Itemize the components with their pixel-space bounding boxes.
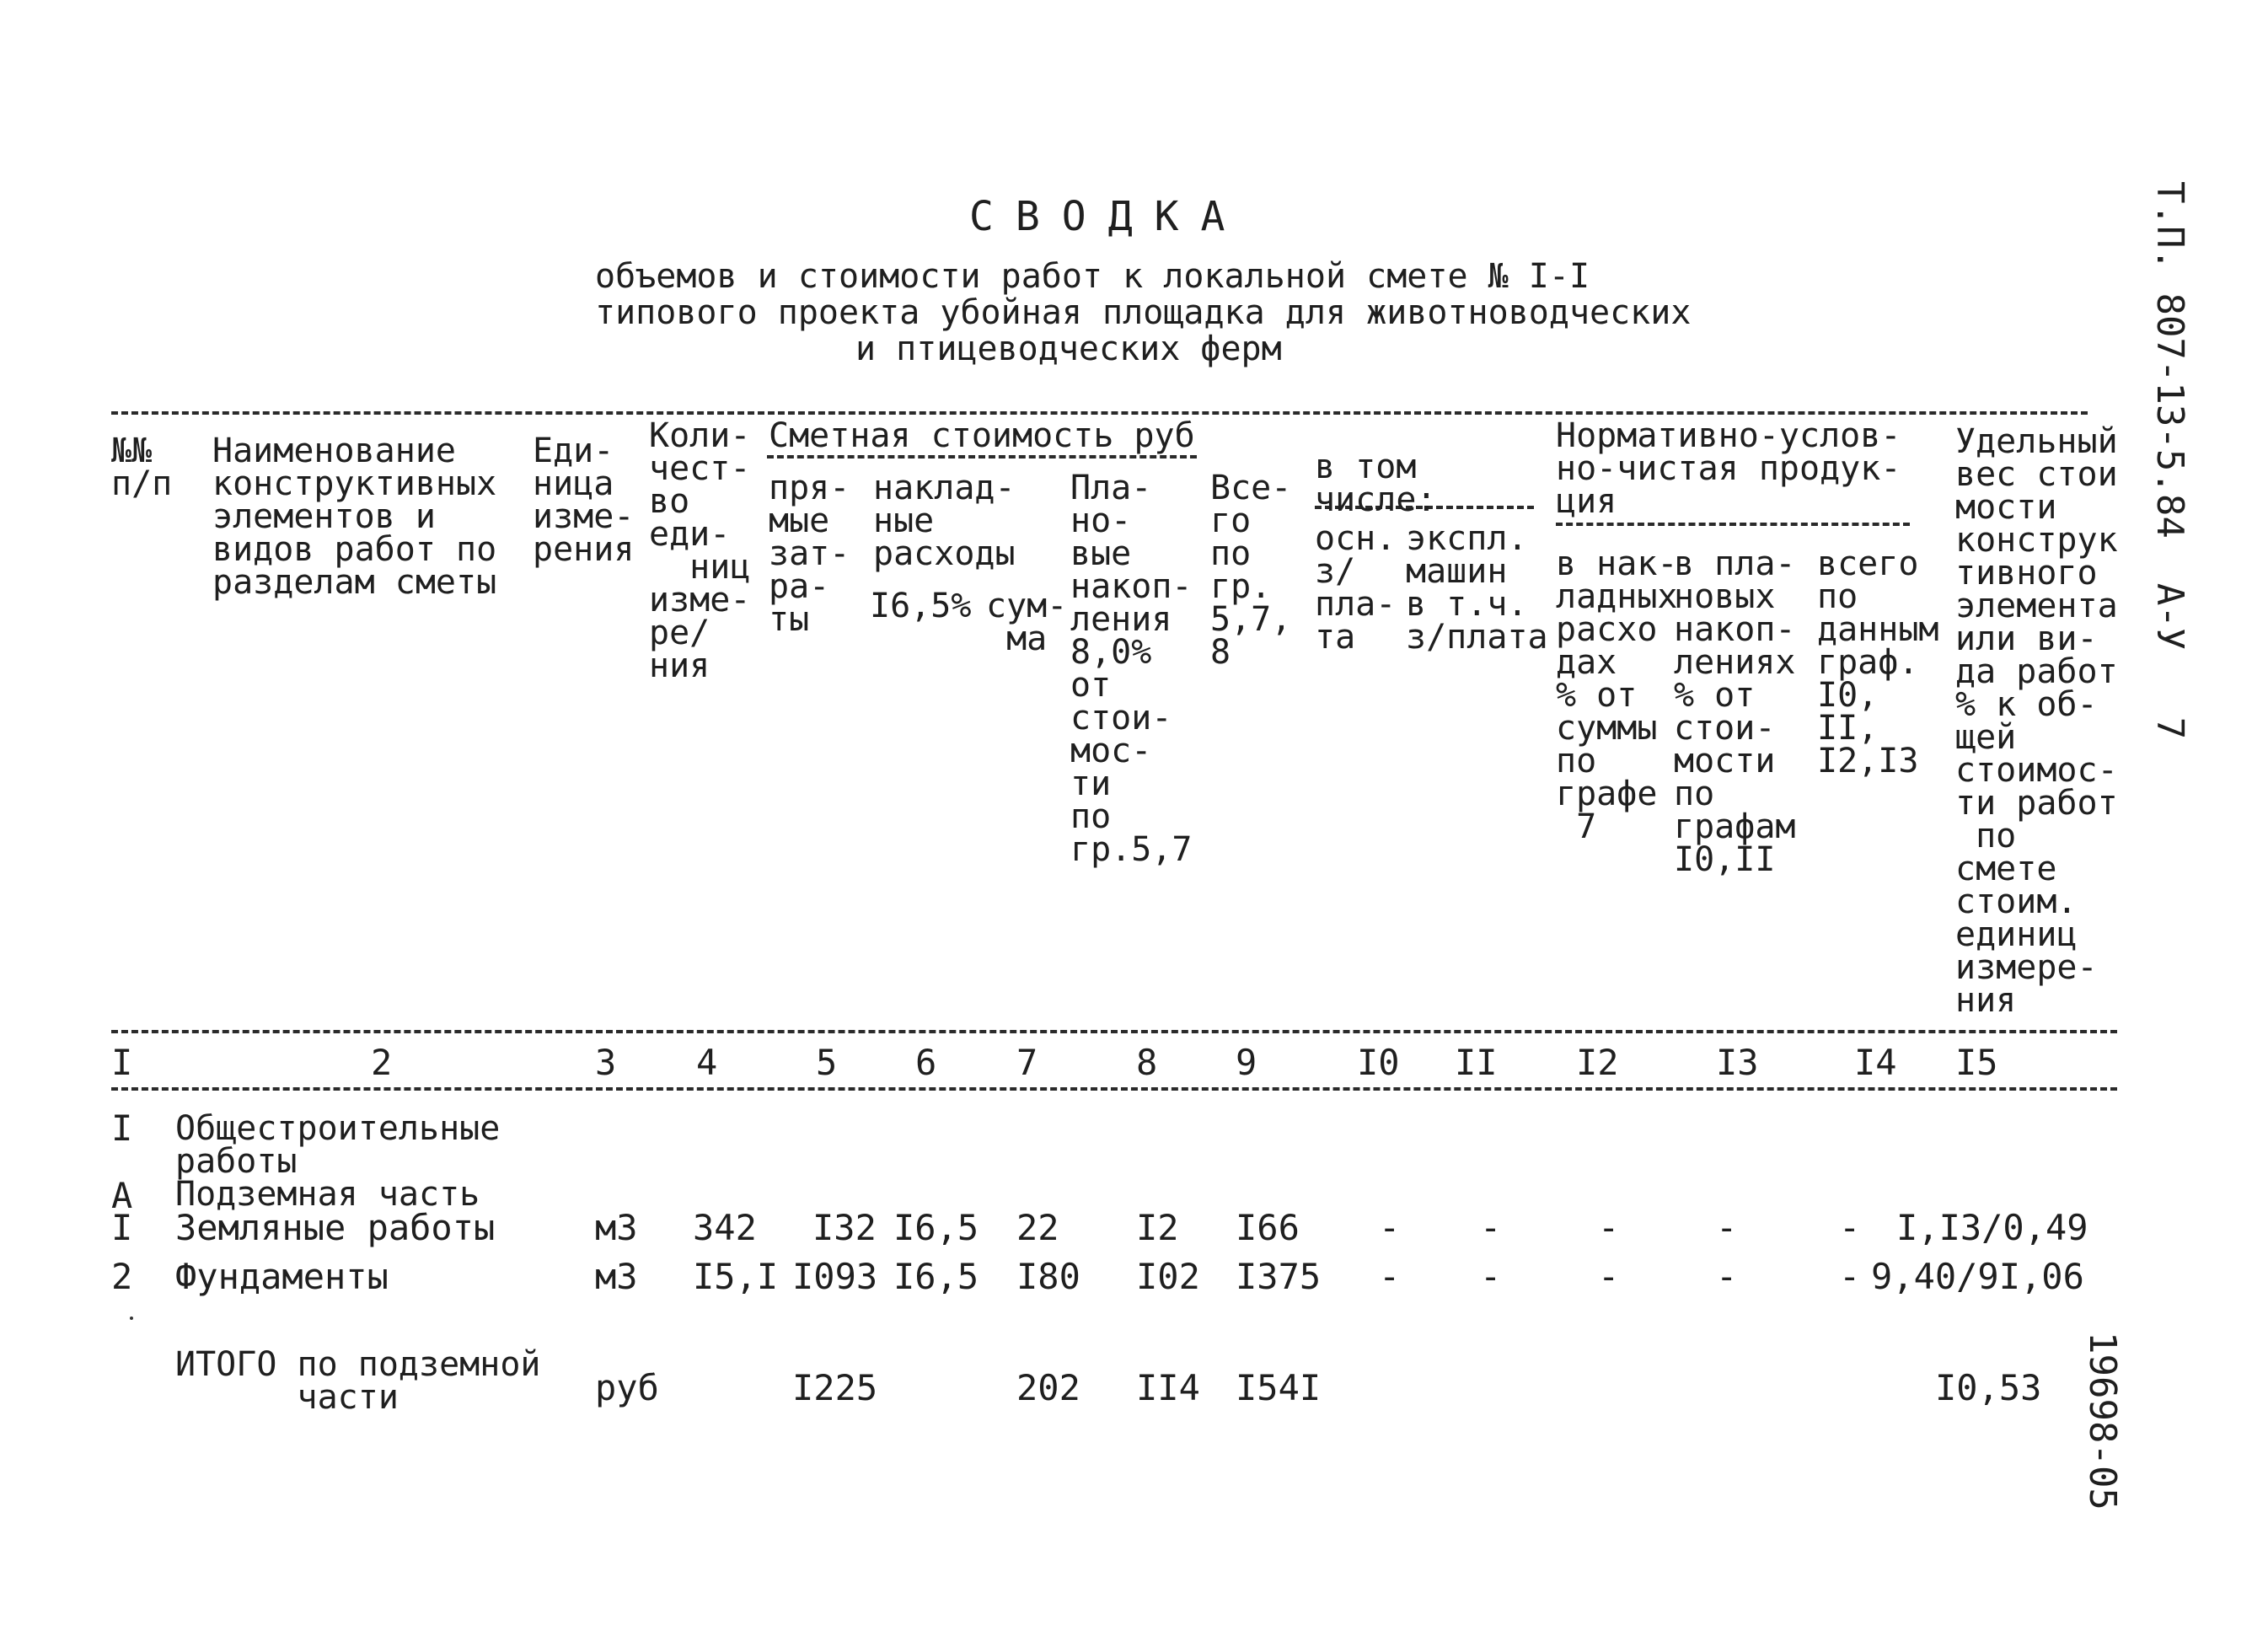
row-total: I66 [1236, 1207, 1300, 1248]
total-unit: руб [595, 1367, 659, 1408]
header-top-rule [111, 411, 2088, 415]
column-number: I4 [1854, 1042, 1897, 1083]
header-row-number: №№ п/п [111, 432, 173, 503]
header-in-overhead: в нак- ладных расхо дах % от суммы по графе 7 [1556, 544, 1678, 846]
header-estimated-cost: Сметная стоимость руб [769, 416, 1195, 455]
header-overhead-sum: сум- ма [986, 587, 1068, 658]
column-number: 8 [1136, 1042, 1158, 1083]
row-direct-costs: I32 [812, 1207, 877, 1248]
header-overhead-percent: I6,5% [870, 587, 972, 625]
subsection-letter: А [111, 1175, 133, 1216]
header-overhead: наклад- ные расходы [873, 469, 1016, 573]
row-direct-costs: I093 [792, 1256, 878, 1297]
row-overhead-sum: 22 [1016, 1207, 1059, 1248]
row-machine-operation: - [1480, 1207, 1502, 1248]
column-number: II [1455, 1042, 1498, 1083]
total-direct-costs: I225 [792, 1367, 878, 1408]
column-number: I [111, 1042, 133, 1083]
column-number: 2 [371, 1042, 393, 1083]
row-quantity: 342 [693, 1207, 757, 1248]
row-number: 2 [111, 1256, 133, 1297]
document-title: СВОДКА [969, 193, 1247, 240]
total-sum: I54I [1236, 1367, 1322, 1408]
header-direct-costs: пря- мые зат- ра- ты [769, 469, 850, 639]
row-quantity: I5,I [693, 1256, 779, 1297]
column-number: 4 [696, 1042, 718, 1083]
row-unit: м3 [595, 1207, 638, 1248]
header-in-planned-savings: в пла- новых накоп- лениях % от стои- мости по графам I0,II [1674, 544, 1796, 879]
row-total: I375 [1236, 1256, 1322, 1297]
header-bottom-rule [111, 1030, 2117, 1033]
header-machine-operation: экспл. машин в т.ч. з/плата [1406, 519, 1548, 657]
subtitle-line-2: типового проекта убойная площадка для животноводческих [595, 293, 1692, 332]
row-overhead-percent: I6,5 [893, 1207, 979, 1248]
archive-stamp-number: 19698-05 [2081, 1332, 2124, 1510]
column-number: I3 [1716, 1042, 1759, 1083]
section-name: Общестроительные работы [175, 1109, 501, 1181]
column-number: 3 [595, 1042, 617, 1083]
header-planned-savings: Пла- но- вые накоп- ления 8,0% от стои- мос- ти по гр.5,7 [1070, 469, 1193, 869]
row-unit: м3 [595, 1256, 638, 1297]
row-overhead-percent: I6,5 [893, 1256, 979, 1297]
subtitle-line-3: и птицеводческих ферм [855, 330, 1282, 368]
column-number: 9 [1236, 1042, 1257, 1083]
total-overhead-sum: 202 [1016, 1367, 1080, 1408]
row-overhead-sum: I80 [1016, 1256, 1080, 1297]
row-planned-savings: I02 [1136, 1256, 1200, 1297]
column-number: 5 [816, 1042, 838, 1083]
column-number: I0 [1357, 1042, 1400, 1083]
row-element-name: Земляные работы [175, 1207, 496, 1248]
section-number: I [111, 1107, 133, 1149]
column-numbers-rule [111, 1087, 2117, 1091]
header-including: в том числе: [1315, 448, 1437, 519]
header-base-salary: осн. з/ пла- та [1315, 519, 1397, 657]
column-number: I5 [1955, 1042, 1998, 1083]
row-specific-weight: I,I3/0,49 [1896, 1207, 2088, 1248]
side-document-code: Т.П. 807-13-5.84 А-У 7 [2148, 181, 2191, 740]
header-total: Все- го по гр. 5,7, 8 [1210, 469, 1292, 672]
header-unit: Еди- ница изме- рения [533, 432, 635, 569]
smeta-underline-rule [767, 455, 1197, 459]
row-machine-operation: - [1480, 1256, 1502, 1297]
scan-speck [130, 1317, 133, 1320]
total-planned-savings: II4 [1136, 1367, 1200, 1408]
row-in-overhead: - [1598, 1256, 1620, 1297]
column-number: I2 [1576, 1042, 1619, 1083]
row-planned-savings: I2 [1136, 1207, 1179, 1248]
row-base-salary: - [1379, 1256, 1401, 1297]
column-number: 6 [915, 1042, 937, 1083]
header-normative-product: Нормативно-услов- но-чистая продук- ция [1556, 416, 1901, 521]
row-in-planned-savings: - [1716, 1256, 1738, 1297]
row-specific-weight: 9,40/9I,06 [1871, 1256, 2084, 1297]
row-base-salary: - [1379, 1207, 1401, 1248]
row-normative-total: - [1839, 1207, 1861, 1248]
subsection-name: Подземная часть [175, 1175, 480, 1214]
row-normative-total: - [1839, 1256, 1861, 1297]
column-number: 7 [1016, 1042, 1038, 1083]
subtitle-line-1: объемов и стоимости работ к локальной смете № I-I [595, 257, 1590, 296]
total-specific-weight: I0,53 [1935, 1367, 2042, 1408]
row-in-planned-savings: - [1716, 1207, 1738, 1248]
row-element-name: Фундаменты [175, 1256, 389, 1297]
header-specific-weight: Удельный вес стои мости конструк тивного элемента или ви- да работ % к об- щей стоимос- ти работ по смете стоим. единиц измере- ния [1955, 422, 2118, 1020]
header-quantity: Коли- чест- во еди- ниц изме- ре/ ния [649, 416, 751, 685]
total-label: ИТОГО по подземной части [175, 1345, 541, 1417]
row-in-overhead: - [1598, 1207, 1620, 1248]
norm-underline-rule [1556, 523, 1910, 526]
header-normative-total: всего по данным граф. I0, II, I2,I3 [1817, 544, 1939, 780]
header-element-name: Наименование конструктивных элементов и видов работ по разделам сметы [212, 432, 497, 602]
row-number: I [111, 1207, 133, 1248]
